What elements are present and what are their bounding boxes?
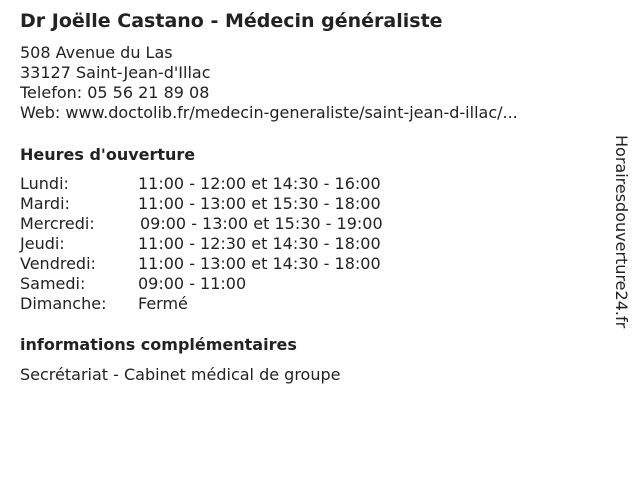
hours-row-thursday: [20, 234, 383, 254]
day-label: Vendredi:: [20, 254, 96, 273]
time-range: 09:00 - 13:00 et 15:30 - 19:00: [140, 214, 383, 233]
phone-number: Telefon: 05 56 21 89 08: [20, 83, 210, 102]
day-label: Mardi:: [20, 194, 70, 213]
watermark-text: Horairesdouverture24.fr: [612, 135, 631, 329]
additional-info-heading: informations complémentaires: [20, 335, 297, 354]
time-range: 11:00 - 12:00 et 14:30 - 16:00: [138, 174, 381, 193]
hours-row-friday: [20, 254, 383, 274]
hours-row-saturday: [20, 274, 383, 294]
opening-hours-table: [20, 174, 383, 314]
time-range: 11:00 - 13:00 et 15:30 - 18:00: [138, 194, 381, 213]
hours-row-wednesday: [20, 214, 383, 234]
website-link: Web: www.doctolib.fr/medecin-generaliste/saint-jean-d-illac/...: [20, 103, 518, 122]
hours-row-tuesday: [20, 194, 383, 214]
time-range: Fermé: [138, 294, 188, 313]
hours-row-monday: [20, 174, 383, 194]
city-address: 33127 Saint-Jean-d'Illac: [20, 63, 211, 82]
contact-block: [20, 43, 518, 123]
page-title: Dr Joëlle Castano - Médecin généraliste: [20, 10, 443, 32]
hours-row-sunday: [20, 294, 383, 314]
day-label: Lundi:: [20, 174, 69, 193]
opening-hours-heading: Heures d'ouverture: [20, 145, 196, 164]
time-range: 11:00 - 13:00 et 14:30 - 18:00: [138, 254, 381, 273]
day-label: Samedi:: [20, 274, 86, 293]
time-range: 09:00 - 11:00: [138, 274, 247, 293]
day-label: Jeudi:: [20, 234, 65, 253]
additional-info-text: Secrétariat - Cabinet médical de groupe: [20, 365, 341, 384]
day-label: Dimanche:: [20, 294, 107, 313]
street-address: 508 Avenue du Las: [20, 43, 173, 62]
day-label: Mercredi:: [20, 214, 95, 233]
time-range: 11:00 - 12:30 et 14:30 - 18:00: [138, 234, 381, 253]
